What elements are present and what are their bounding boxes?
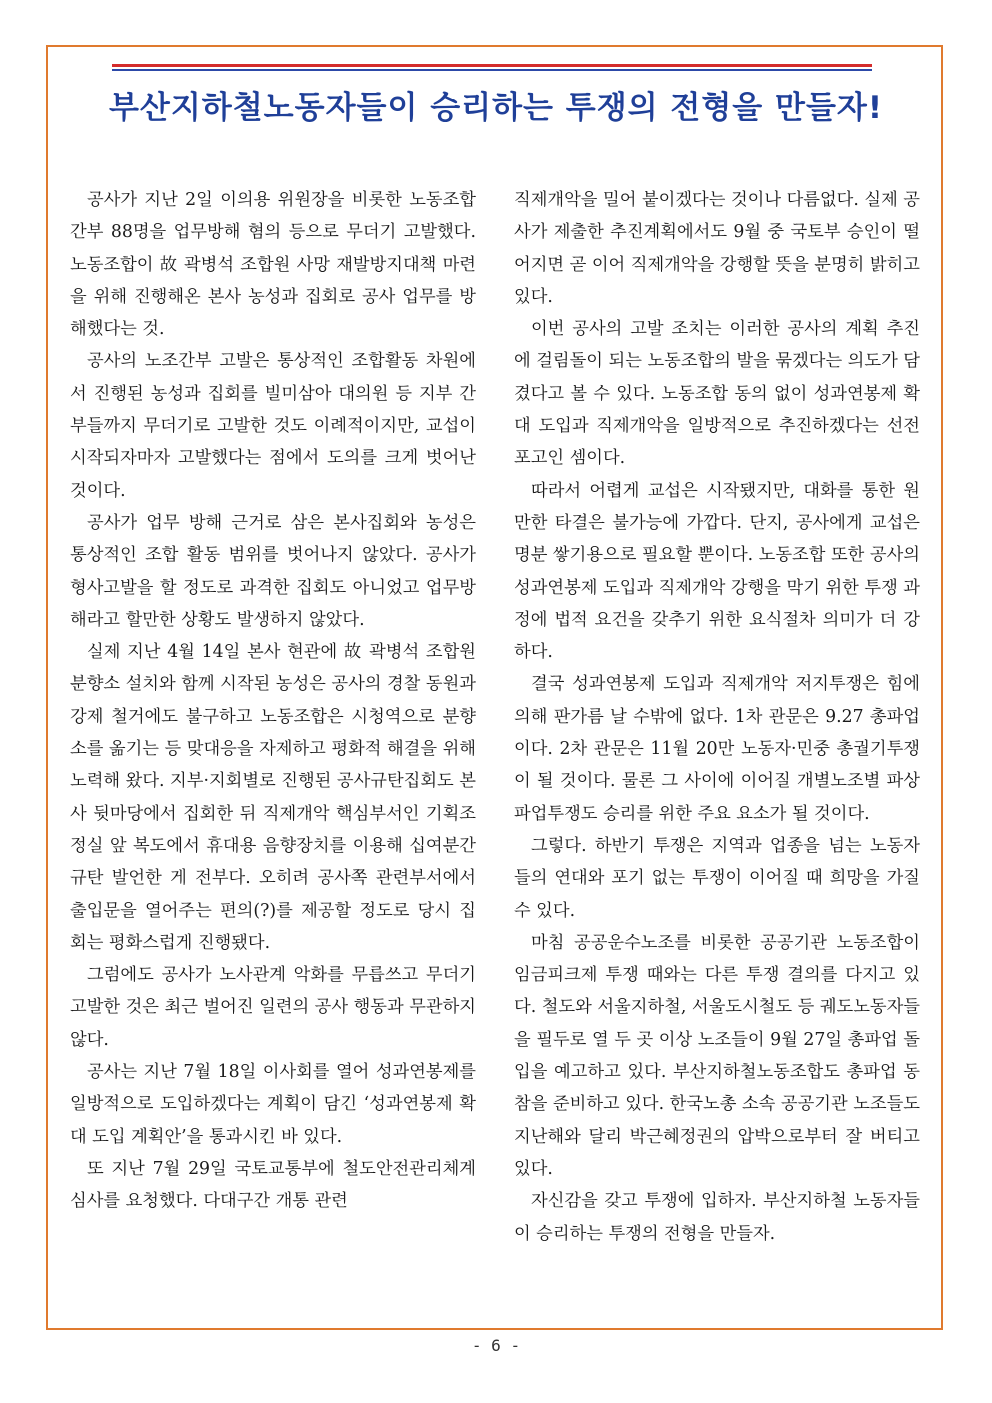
page-number: - 6 - bbox=[471, 1336, 521, 1355]
paragraph: 마침 공공운수노조를 비롯한 공공기관 노동조합이 임금피크제 투쟁 때와는 다른 투쟁 결의를 다지고 있다. 철도와 서울지하철, 서울도시철도 등 궤도노동자들을 필두로 열 두 곳 이상 노조들이 9월 27일 총파업 돌입을 예고하고 있다. 부산지하철노동조합도 총파업 동참을 준비하고 있다. 한국노총 소속 공공기관 노조들도 지난해와 달리 박근혜정권의 압박으로부터 잘 버티고 있다. bbox=[514, 932, 920, 1179]
title-rule-top-blue bbox=[112, 69, 872, 71]
right-column bbox=[514, 184, 920, 1250]
paragraph: 공사가 지난 2일 이의용 위원장을 비롯한 노동조합 간부 88명을 업무방해 혐의 등으로 무더기 고발했다. 노동조합이 故 곽병석 조합원 사망 재발방지대책 마련을 위해 진행해온 본사 농성과 집회로 공사 업무를 방해했다는 것. bbox=[70, 190, 476, 340]
paragraph: 자신감을 갖고 투쟁에 입하자. 부산지하철 노동자들이 승리하는 투쟁의 전형을 만들자. bbox=[514, 1191, 920, 1244]
paragraph: 공사의 노조간부 고발은 통상적인 조합활동 차원에서 진행된 농성과 집회를 빌미삼아 대의원 등 지부 간부들까지 무더기로 고발한 것도 이례적이지만, 교섭이 시작되자마자 고발했다는 점에서 도의를 크게 벗어난 것이다. bbox=[70, 351, 476, 501]
paragraph: 공사는 지난 7월 18일 이사회를 열어 성과연봉제를 일방적으로 도입하겠다는 계획이 담긴 ‘성과연봉제 확대 도입 계획안’을 통과시킨 바 있다. bbox=[70, 1062, 476, 1147]
paragraph: 공사가 업무 방해 근거로 삼은 본사집회와 농성은 통상적인 조합 활동 범위를 벗어나지 않았다. 공사가 형사고발을 할 정도로 과격한 집회도 아니었고 업무방해라고 할만한 상황도 발생하지 않았다. bbox=[70, 512, 476, 630]
left-column bbox=[70, 184, 476, 1218]
paragraph: 결국 성과연봉제 도입과 직제개악 저지투쟁은 힘에 의해 판가름 날 수밖에 없다. 1차 관문은 9.27 총파업이다. 2차 관문은 11월 20만 노동자·민중 총궐기투쟁이 될 것이다. 물론 그 사이에 이어질 개별노조별 파상 파업투쟁도 승리를 위한 주요 요소가 될 것이다. bbox=[514, 674, 920, 824]
paragraph-continued: 직제개악을 밀어 붙이겠다는 것이나 다름없다. 실제 공사가 제출한 추진계획에서도 9월 중 국토부 승인이 떨어지면 곧 이어 직제개악을 강행할 뜻을 분명히 밝히고 있다. bbox=[514, 190, 920, 307]
paragraph: 또 지난 7월 29일 국토교통부에 철도안전관리체계 심사를 요청했다. 다대구간 개통 관련 bbox=[70, 1158, 476, 1212]
paragraph: 이번 공사의 고발 조치는 이러한 공사의 계획 추진에 걸림돌이 되는 노동조합의 발을 묶겠다는 의도가 담겼다고 볼 수 있다. 노동조합 동의 없이 성과연봉제 확대 도입과 직제개악을 일방적으로 추진하겠다는 선전포고인 셈이다. bbox=[514, 319, 920, 469]
paragraph: 실제 지난 4월 14일 본사 현관에 故 곽병석 조합원 분향소 설치와 함께 시작된 농성은 공사의 경찰 동원과 강제 철거에도 불구하고 노동조합은 시청역으로 분향소를 옮기는 등 맞대응을 자제하고 평화적 해결을 위해 노력해 왔다. 지부·지회별로 진행된 공사규탄집회도 본사 뒷마당에서 집회한 뒤 직제개악 핵심부서인 기획조정실 앞 복도에서 휴대용 음향장치를 이용해 십여분간 규탄 발언한 게 전부다. 오히려 공사쪽 관련부서에서 출입문을 열어주는 편의(?)를 제공할 정도로 당시 집회는 평화스럽게 진행됐다. bbox=[70, 642, 476, 953]
paragraph: 그렇다. 하반기 투쟁은 지역과 업종을 넘는 노동자들의 연대와 포기 없는 투쟁이 이어질 때 희망을 가질 수 있다. bbox=[514, 835, 920, 921]
paragraph: 따라서 어렵게 교섭은 시작됐지만, 대화를 통한 원만한 타결은 불가능에 가깝다. 단지, 공사에게 교섭은 명분 쌓기용으로 필요할 뿐이다. 노동조합 또한 공사의 성과연봉제 도입과 직제개악 강행을 막기 위한 투쟁 과정에 법적 요건을 갖추기 위한 요식절차 의미가 더 강하다. bbox=[514, 480, 920, 663]
paragraph: 그럼에도 공사가 노사관계 악화를 무릅쓰고 무더기 고발한 것은 최근 벌어진 일련의 공사 행동과 무관하지 않다. bbox=[70, 965, 476, 1050]
title-rule-top-red bbox=[112, 64, 872, 67]
article-title: 부산지하철노동자들이 승리하는 투쟁의 전형을 만들자! bbox=[108, 90, 884, 126]
